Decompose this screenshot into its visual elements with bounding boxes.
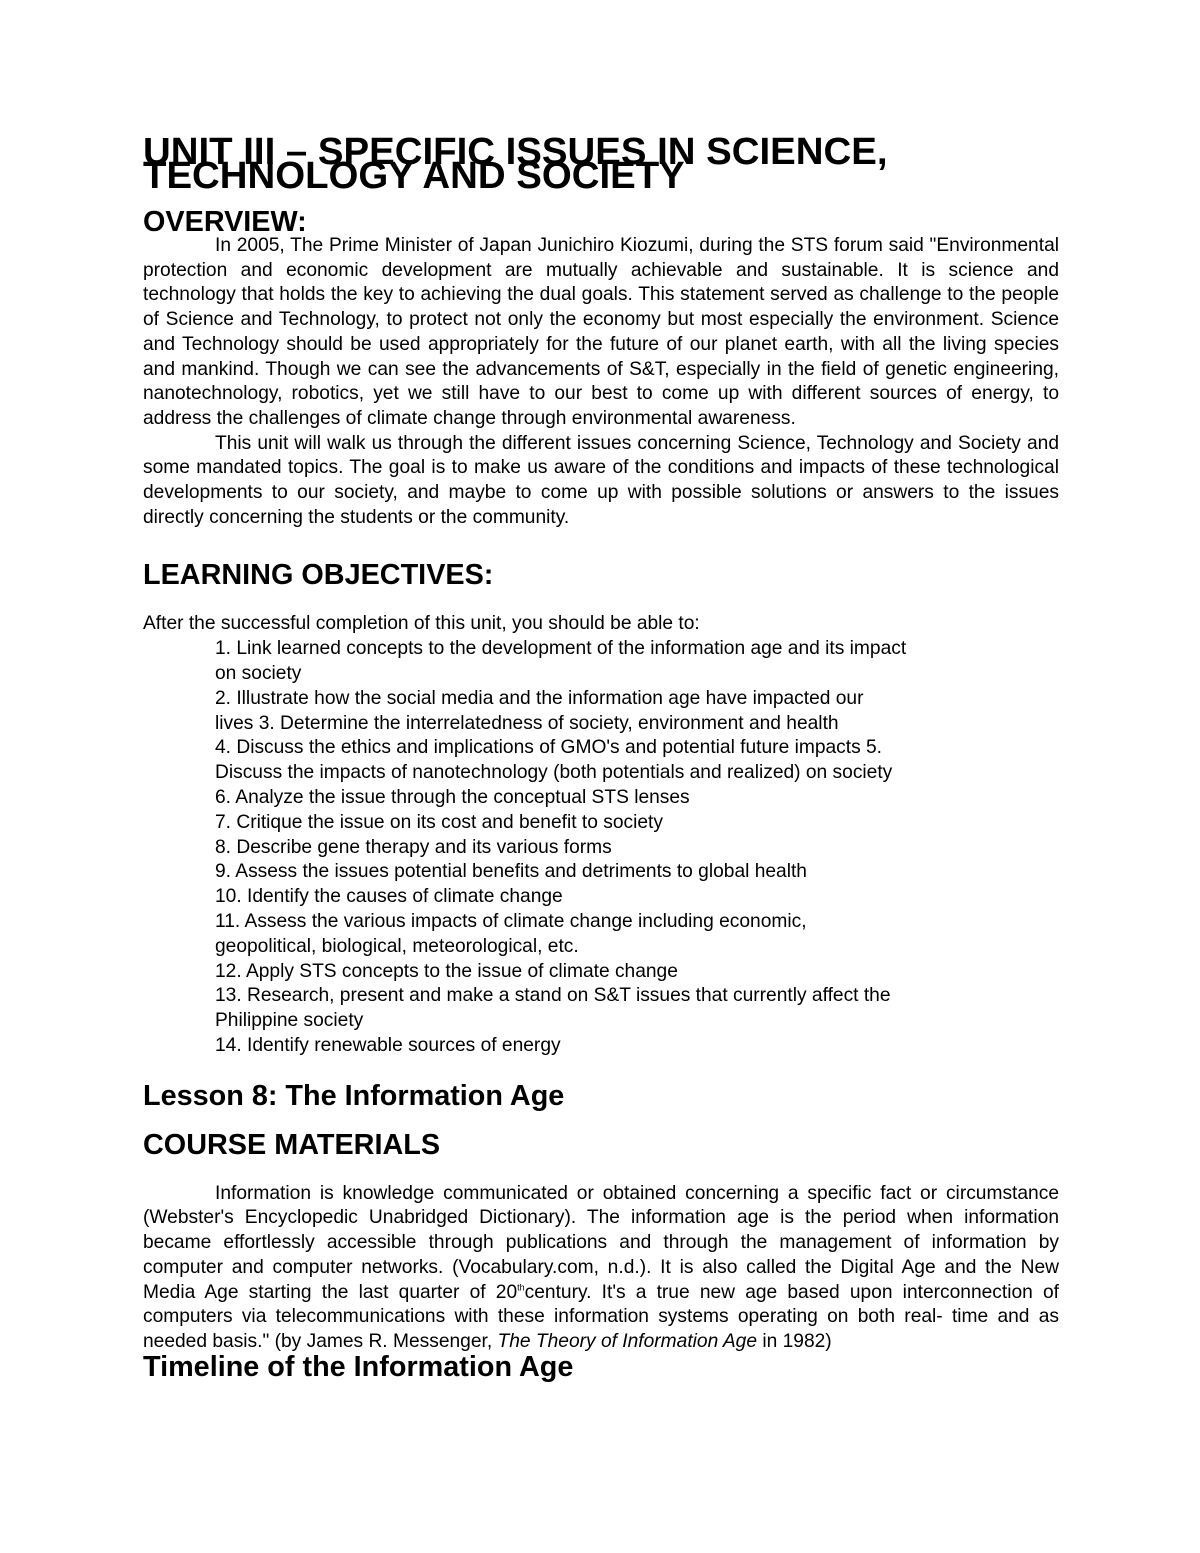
- ordinal-suffix: th: [517, 1282, 525, 1293]
- objective-line: 12. Apply STS concepts to the issue of climate change: [215, 960, 678, 982]
- overview-paragraph-2: [143, 432, 1059, 531]
- objective-line: 4. Discuss the ethics and implications of GMO's and potential future impacts 5.: [215, 737, 883, 759]
- book-title: The Theory of Information Age: [497, 1331, 758, 1352]
- overview-paragraph-1-text: In 2005, The Prime Minister of Japan Junichiro Kiozumi, during the STS forum said "Environmental protection and economic development are mutually achievable and sustainable. It is science and technology that holds the key to achieving the dual goals. This statement served as challenge to the people of Science and Technology, to protect not only the economy but most especially the environment. Science and Technology should be used appropriately for the future of our planet earth, with all the living species and mankind. Though we can see the advancements of S&T, especially in the field of genetic engineering, nanotechnology, robotics, yet we still have to our best to come up with different sources of energy, to address the challenges of climate change through environmental awareness.: [143, 235, 1059, 429]
- course-materials-text-2: century. It's a true new age based upon interconnection of computers via telecommunications with these information systems operating on both real- time and as needed basis." (by James R. Messenger,: [143, 1281, 1059, 1352]
- objective-line: 13. Research, present and make a stand on S&T issues that currently affect the: [215, 985, 891, 1007]
- objective-line: lives 3. Determine the interrelatedness of society, environment and health: [215, 712, 839, 734]
- objective-line: 6. Analyze the issue through the conceptual STS lenses: [215, 787, 690, 809]
- overview-paragraph-1: [143, 234, 1059, 432]
- course-materials-text-1: Information is knowledge communicated or obtained concerning a specific fact or circumstance (Webster's Encyclopedic Unabridged Dictionary). The information age is the period when information became effortlessly accessible through publications and through the management of information by computer and computer networks. (Vocabulary.com, n.d.). It is also called the Digital Age and the New Media Age starting the last quarter of 20: [143, 1182, 1059, 1303]
- overview-heading: OVERVIEW:: [143, 206, 307, 238]
- objective-line: Philippine society: [215, 1010, 364, 1032]
- objectives-intro: After the successful completion of this unit, you should be able to:: [143, 613, 700, 635]
- objective-line: on society: [215, 663, 302, 685]
- course-materials-text-3: in 1982): [757, 1331, 832, 1352]
- objective-line: Discuss the impacts of nanotechnology (both potentials and realized) on society: [215, 762, 893, 784]
- objective-line: 8. Describe gene therapy and its various forms: [215, 836, 612, 858]
- objective-line: 2. Illustrate how the social media and the information age have impacted our: [215, 687, 864, 709]
- course-materials-paragraph: [143, 1182, 1059, 1355]
- objective-line: 14. Identify renewable sources of energy: [215, 1034, 561, 1056]
- objectives-heading: LEARNING OBJECTIVES:: [143, 559, 494, 592]
- objective-line: 1. Link learned concepts to the development of the information age and its impact: [215, 638, 907, 660]
- objective-line: 11. Assess the various impacts of climate change including economic,: [215, 911, 807, 932]
- objectives-list: [143, 637, 1059, 1059]
- lesson-heading: Lesson 8: The Information Age: [143, 1079, 565, 1112]
- timeline-heading: Timeline of the Information Age: [143, 1350, 574, 1383]
- objective-line: geopolitical, biological, meteorological, etc.: [215, 935, 579, 957]
- objective-line: 10. Identify the causes of climate change: [215, 886, 563, 908]
- unit-title: UNIT III – SPECIFIC ISSUES IN SCIENCE, TECHNOLOGY AND SOCIETY: [143, 130, 888, 197]
- overview-paragraph-2-text: This unit will walk us through the different issues concerning Science, Technology and Society and some mandated topics. The goal is to make us aware of the conditions and impacts of these technological developments to our society, and maybe to come up with possible solutions or answers to the issues directly concerning the students or the community.: [143, 432, 1059, 528]
- objective-line: 7. Critique the issue on its cost and benefit to society: [215, 811, 663, 833]
- objective-line: 9. Assess the issues potential benefits and detriments to global health: [215, 861, 807, 883]
- course-materials-heading: COURSE MATERIALS: [143, 1128, 441, 1161]
- document-page: [143, 130, 1059, 1383]
